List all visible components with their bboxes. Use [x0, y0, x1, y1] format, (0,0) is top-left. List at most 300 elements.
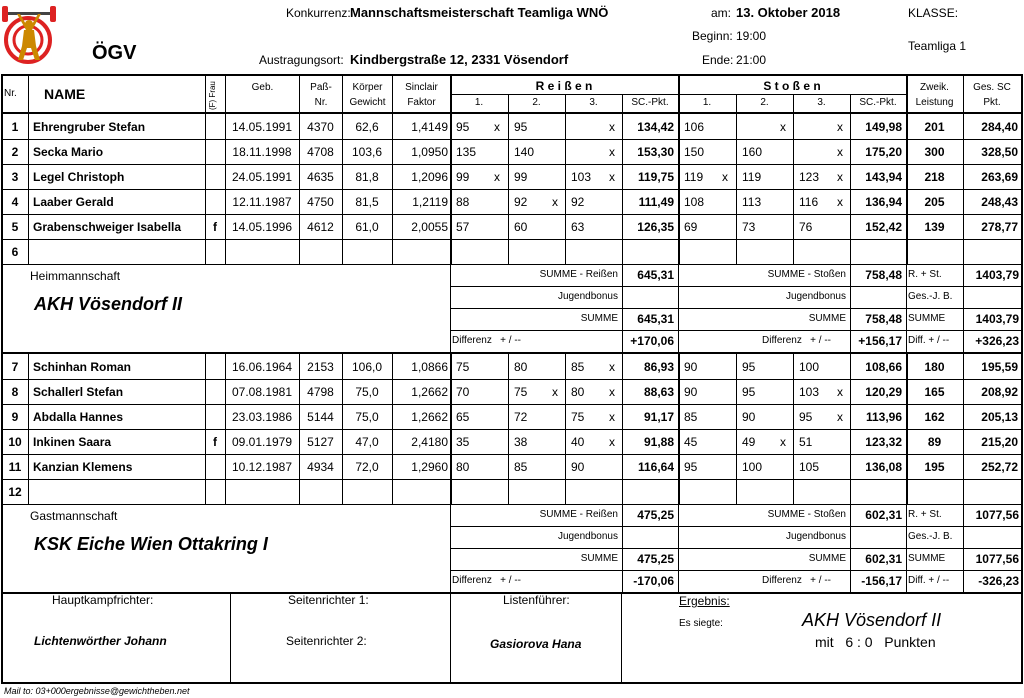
- attempt-weight: 99: [456, 170, 470, 184]
- klasse-value: Teamliga 1: [908, 39, 967, 53]
- ergebnis-label: Ergebnis:: [679, 594, 730, 608]
- summary-label: SUMME - Stoßen: [767, 269, 846, 280]
- grid-line: [1, 264, 1023, 265]
- summary-label: R. + St.: [908, 509, 942, 520]
- attempt-failed-mark: x: [837, 120, 843, 134]
- athlete-nr: 12: [8, 485, 22, 499]
- grid-line: [450, 570, 1022, 571]
- athlete-pass-nr: 4370: [307, 120, 334, 134]
- summary-value: 758,48: [865, 312, 902, 326]
- col-r1-header: 1.: [474, 97, 484, 108]
- col-kg-header: Körper: [352, 82, 383, 93]
- grid-line: [1, 139, 1023, 140]
- attempt-failed-mark: x: [780, 435, 786, 449]
- attempt-weight: 65: [456, 410, 470, 424]
- summary-value: 1403,79: [975, 268, 1019, 282]
- team-name: KSK Eiche Wien Ottakring I: [34, 534, 268, 554]
- ende-value: 21:00: [736, 53, 767, 67]
- grid-line: [906, 264, 907, 352]
- snatch-sc-points: 134,42: [637, 120, 674, 134]
- grid-line: [450, 548, 1022, 549]
- athlete-pass-nr: 4635: [307, 170, 334, 184]
- attempt-weight: 90: [684, 385, 698, 399]
- attempt-weight: 100: [799, 360, 820, 374]
- attempt-weight: 49: [742, 435, 756, 449]
- snatch-sc-points: 116,64: [637, 460, 674, 474]
- grid-line: [565, 354, 566, 504]
- grid-line: [508, 354, 509, 504]
- athlete-name: Ehrengruber Stefan: [33, 120, 146, 134]
- summary-label: SUMME: [580, 553, 618, 564]
- attempt-failed-mark: x: [722, 170, 728, 184]
- summary-value: 645,31: [637, 268, 674, 282]
- athlete-pass-nr: 4750: [307, 195, 334, 209]
- summary-value: -326,23: [978, 574, 1019, 588]
- grid-line: [736, 354, 737, 504]
- mail-link[interactable]: Mail to: 03+000ergebnisse@gewichtheben.net: [4, 686, 190, 696]
- attempt-failed-mark: x: [609, 170, 615, 184]
- grid-line: [28, 354, 29, 504]
- cj-sc-points: 175,20: [865, 145, 902, 159]
- summary-label: SUMME - Stoßen: [767, 509, 846, 520]
- attempt-weight: 95: [742, 360, 756, 374]
- date-label: am:: [711, 6, 732, 20]
- grid-line: [1, 429, 1023, 430]
- total-sc-points: 328,50: [981, 145, 1018, 159]
- grid-line: [850, 114, 851, 264]
- attempt-weight: 150: [684, 145, 705, 159]
- athlete-name: Secka Mario: [33, 145, 104, 159]
- summary-label: Jugendbonus: [557, 291, 618, 302]
- attempt-weight: 73: [742, 220, 756, 234]
- athlete-sinclair: 1,2096: [411, 170, 448, 184]
- attempt-weight: 70: [456, 385, 470, 399]
- konkurrenz-label: Konkurrenz:: [286, 6, 351, 20]
- grid-line: [1, 454, 1023, 455]
- athlete-name: Legel Christoph: [33, 170, 125, 184]
- col-name-header: NAME: [44, 86, 86, 102]
- summary-value: 475,25: [637, 552, 674, 566]
- summary-label: Diff. + / --: [908, 335, 950, 346]
- attempt-failed-mark: x: [494, 120, 500, 134]
- athlete-nr: 3: [11, 170, 19, 184]
- attempt-weight: 38: [514, 435, 528, 449]
- athlete-sinclair: 1,2960: [411, 460, 448, 474]
- attempt-weight: 90: [571, 460, 585, 474]
- attempt-weight: 140: [514, 145, 535, 159]
- summary-label: Ges.-J. B.: [908, 531, 953, 542]
- sr1-label: Seitenrichter 1:: [288, 593, 369, 607]
- athlete-pass-nr: 4798: [307, 385, 334, 399]
- snatch-sc-points: 119,75: [637, 170, 674, 184]
- col-zk-header2: Leistung: [915, 97, 954, 108]
- summary-value: 475,25: [637, 508, 674, 522]
- grid-line: [450, 286, 1022, 287]
- grid-line: [450, 354, 452, 504]
- lf-label: Listenführer:: [503, 593, 570, 607]
- table-bottom-border: [1, 682, 1023, 684]
- col-ges-header2: Pkt.: [983, 97, 1001, 108]
- attempt-weight: 135: [456, 145, 477, 159]
- grid-line: [621, 592, 622, 682]
- cj-sc-points: 120,29: [865, 385, 902, 399]
- athlete-name: Grabenschweiger Isabella: [33, 220, 182, 234]
- grid-line: [1, 479, 1023, 480]
- attempt-failed-mark: x: [494, 170, 500, 184]
- attempt-weight: 90: [684, 360, 698, 374]
- attempt-weight: 99: [514, 170, 528, 184]
- attempt-weight: 95: [799, 410, 813, 424]
- attempt-failed-mark: x: [609, 410, 615, 424]
- total-sc-points: 215,20: [981, 435, 1018, 449]
- athlete-name: Inkinen Saara: [33, 435, 112, 449]
- attempt-weight: 92: [571, 195, 585, 209]
- summary-label: R. + St.: [908, 269, 942, 280]
- snatch-sc-points: 91,88: [643, 435, 674, 449]
- athlete-nr: 7: [11, 360, 19, 374]
- athlete-bodyweight: 61,0: [355, 220, 379, 234]
- athlete-sinclair: 1,2662: [411, 410, 448, 424]
- athlete-birthdate: 10.12.1987: [231, 460, 293, 474]
- athlete-bodyweight: 103,6: [351, 145, 383, 159]
- cj-sc-points: 136,08: [865, 460, 902, 474]
- attempt-weight: 80: [456, 460, 470, 474]
- table-top-border: [1, 74, 1023, 76]
- grid-line: [230, 592, 231, 682]
- total-sc-points: 195,59: [981, 360, 1018, 374]
- athlete-birthdate: 14.05.1991: [231, 120, 293, 134]
- athlete-birthdate: 24.05.1991: [231, 170, 293, 184]
- grid-line: [1, 189, 1023, 190]
- athlete-female-flag: f: [213, 220, 217, 234]
- attempt-weight: 85: [571, 360, 585, 374]
- athlete-sinclair: 2,0055: [411, 220, 448, 234]
- athlete-pass-nr: 2153: [307, 360, 334, 374]
- grid-line: [1, 239, 1023, 240]
- athlete-bodyweight: 62,6: [355, 120, 379, 134]
- summary-value: +156,17: [858, 334, 902, 348]
- cj-sc-points: 152,42: [865, 220, 902, 234]
- athlete-nr: 2: [11, 145, 19, 159]
- summary-label: Jugendbonus: [785, 531, 846, 542]
- col-pass-header2: Nr.: [314, 97, 328, 108]
- athlete-bodyweight: 75,0: [355, 385, 379, 399]
- summary-label: Differenz + / --: [762, 335, 832, 346]
- attempt-weight: 45: [684, 435, 698, 449]
- athlete-birthdate: 16.06.1964: [231, 360, 293, 374]
- total-sc-points: 263,69: [981, 170, 1018, 184]
- athlete-sinclair: 1,2662: [411, 385, 448, 399]
- cj-sc-points: 136,94: [865, 195, 902, 209]
- summary-label: SUMME: [580, 313, 618, 324]
- grid-line: [392, 354, 393, 504]
- athlete-birthdate: 18.11.1998: [232, 145, 292, 159]
- athlete-sinclair: 1,4149: [411, 120, 448, 134]
- total-sc-points: 208,92: [981, 385, 1018, 399]
- grid-line: [205, 74, 206, 112]
- grid-line: [1, 214, 1023, 215]
- team-role-label: Gastmannschaft: [30, 509, 118, 523]
- cj-sc-points: 108,66: [865, 360, 902, 374]
- summary-label: Differenz + / --: [452, 575, 522, 586]
- athlete-pass-nr: 4934: [307, 460, 334, 474]
- total-sc-points: 252,72: [981, 460, 1018, 474]
- siegt-label: Es siegte:: [679, 618, 723, 629]
- summary-value: 1077,56: [975, 508, 1019, 522]
- summary-label: Differenz + / --: [762, 575, 832, 586]
- grid-line: [793, 114, 794, 264]
- grid-line: [450, 114, 452, 264]
- grid-line: [963, 114, 964, 264]
- attempt-weight: 75: [456, 360, 470, 374]
- attempt-failed-mark: x: [780, 120, 786, 134]
- athlete-bodyweight: 81,5: [355, 195, 379, 209]
- result-points: mit 6 : 0 Punkten: [815, 634, 936, 650]
- grid-line: [1, 404, 1023, 405]
- col-s3-header: 3.: [817, 97, 826, 108]
- total-lift: 139: [924, 220, 945, 234]
- winner-name: AKH Vösendorf II: [802, 610, 942, 630]
- date-value: 13. Oktober 2018: [736, 5, 841, 20]
- col-geb-header: Geb.: [251, 82, 274, 93]
- athlete-bodyweight: 106,0: [351, 360, 383, 374]
- attempt-weight: 119: [684, 170, 704, 184]
- attempt-weight: 95: [742, 385, 756, 399]
- athlete-nr: 6: [11, 245, 19, 259]
- summary-value: 602,31: [865, 552, 902, 566]
- total-lift: 162: [924, 410, 945, 424]
- attempt-weight: 123: [799, 170, 820, 184]
- grid-line: [508, 114, 509, 264]
- attempt-weight: 85: [514, 460, 528, 474]
- summary-value: -170,06: [633, 574, 674, 588]
- summary-label: SUMME: [908, 553, 946, 564]
- grid-line: [963, 354, 964, 504]
- grid-line: [342, 354, 343, 504]
- total-lift: 195: [924, 460, 945, 474]
- col-r2-header: 2.: [532, 97, 541, 108]
- athlete-pass-nr: 5144: [307, 410, 334, 424]
- snatch-sc-points: 126,35: [637, 220, 674, 234]
- athlete-name: Schinhan Roman: [33, 360, 132, 374]
- athlete-name: Laaber Gerald: [33, 195, 114, 209]
- col-ssc-header: SC.-Pkt.: [859, 97, 897, 108]
- snatch-sc-points: 91,17: [643, 410, 674, 424]
- summary-label: SUMME - Reißen: [539, 269, 618, 280]
- lf-name: Gasiorova Hana: [490, 637, 582, 651]
- col-stossen-header: S t o ß e n: [763, 79, 821, 93]
- athlete-pass-nr: 5127: [307, 435, 334, 449]
- attempt-failed-mark: x: [609, 435, 615, 449]
- grid-line: [450, 308, 1022, 309]
- athlete-birthdate: 12.11.1987: [232, 195, 292, 209]
- summary-label: SUMME - Reißen: [539, 509, 618, 520]
- attempt-weight: 88: [456, 195, 470, 209]
- snatch-sc-points: 111,49: [638, 195, 674, 209]
- summary-value: +326,23: [975, 334, 1019, 348]
- grid-line: [342, 114, 343, 264]
- ort-value: Kindbergstraße 12, 2331 Vösendorf: [350, 52, 569, 67]
- athlete-bodyweight: 47,0: [355, 435, 379, 449]
- col-r3-header: 3.: [589, 97, 598, 108]
- summary-label: SUMME: [908, 313, 946, 324]
- athlete-nr: 1: [11, 120, 19, 134]
- grid-line: [850, 354, 851, 504]
- grid-line: [450, 592, 451, 682]
- col-sf-header: Sinclair: [405, 82, 438, 93]
- attempt-weight: 63: [571, 220, 585, 234]
- summary-label: Differenz + / --: [452, 335, 522, 346]
- attempt-failed-mark: x: [837, 385, 843, 399]
- col-kg-header2: Gewicht: [349, 97, 386, 108]
- athlete-birthdate: 23.03.1986: [231, 410, 293, 424]
- athlete-name: Schallerl Stefan: [33, 385, 124, 399]
- grid-line: [392, 114, 393, 264]
- col-nr-header: Nr.: [4, 88, 17, 99]
- summary-label: Ges.-J. B.: [908, 291, 953, 302]
- grid-line: [299, 114, 300, 264]
- summary-value: 758,48: [865, 268, 902, 282]
- summary-label: Diff. + / --: [908, 575, 950, 586]
- attempt-weight: 160: [742, 145, 763, 159]
- grid-line: [225, 354, 226, 504]
- total-lift: 180: [924, 360, 945, 374]
- grid-line: [225, 114, 226, 264]
- athlete-pass-nr: 4612: [307, 220, 334, 234]
- total-lift: 89: [927, 435, 942, 449]
- col-pass-header: Paß-: [310, 82, 332, 93]
- attempt-failed-mark: x: [837, 195, 843, 209]
- attempt-weight: 116: [799, 195, 819, 209]
- grid-line: [565, 114, 566, 264]
- athlete-nr: 8: [11, 385, 19, 399]
- col-s1-header: 1.: [702, 97, 712, 108]
- grid-line: [28, 74, 29, 112]
- team-name: AKH Vösendorf II: [34, 294, 183, 314]
- athlete-sinclair: 1,0950: [411, 145, 448, 159]
- sr2-label: Seitenrichter 2:: [286, 634, 367, 648]
- attempt-weight: 51: [799, 435, 813, 449]
- grid-line: [736, 114, 737, 264]
- attempt-failed-mark: x: [837, 145, 843, 159]
- attempt-weight: 95: [514, 120, 528, 134]
- total-lift: 218: [924, 170, 945, 184]
- konkurrenz-value: Mannschaftsmeisterschaft Teamliga WNÖ: [350, 5, 609, 20]
- attempt-weight: 69: [684, 220, 698, 234]
- grid-line: [1, 504, 1023, 505]
- attempt-weight: 90: [742, 410, 756, 424]
- summary-value: 645,31: [637, 312, 674, 326]
- summary-value: -156,17: [861, 574, 902, 588]
- attempt-weight: 80: [514, 360, 528, 374]
- attempt-weight: 119: [742, 170, 762, 184]
- org-title: ÖGV: [92, 42, 137, 64]
- attempt-failed-mark: x: [609, 120, 615, 134]
- grid-line: [906, 114, 908, 264]
- attempt-weight: 60: [514, 220, 528, 234]
- athlete-bodyweight: 75,0: [355, 410, 379, 424]
- athlete-nr: 9: [11, 410, 19, 424]
- attempt-failed-mark: x: [552, 385, 558, 399]
- attempt-weight: 75: [514, 385, 528, 399]
- grid-line: [678, 354, 680, 504]
- total-lift: 201: [924, 120, 945, 134]
- grid-line: [28, 114, 29, 264]
- beginn-label: Beginn:: [692, 29, 733, 43]
- col-ges-header: Ges. SC: [973, 82, 1011, 93]
- attempt-failed-mark: x: [609, 360, 615, 374]
- attempt-weight: 72: [514, 410, 528, 424]
- total-sc-points: 205,13: [981, 410, 1018, 424]
- attempt-failed-mark: x: [609, 145, 615, 159]
- athlete-pass-nr: 4708: [307, 145, 334, 159]
- grid-line: [205, 114, 206, 264]
- col-frau-header: (F) Frau: [208, 81, 217, 110]
- summary-value: 602,31: [865, 508, 902, 522]
- total-sc-points: 248,43: [981, 195, 1018, 209]
- grid-line: [1, 379, 1023, 380]
- grid-line: [1, 164, 1023, 165]
- attempt-weight: 106: [684, 120, 705, 134]
- hkr-name: Lichtenwörther Johann: [34, 634, 167, 648]
- attempt-failed-mark: x: [552, 195, 558, 209]
- klasse-label: KLASSE:: [908, 6, 959, 20]
- athlete-birthdate: 09.01.1979: [231, 435, 293, 449]
- attempt-weight: 75: [571, 410, 585, 424]
- header-bottom-border: [1, 112, 1023, 114]
- cj-sc-points: 113,96: [865, 410, 902, 424]
- total-lift: 165: [924, 385, 945, 399]
- total-sc-points: 278,77: [981, 220, 1018, 234]
- grid-line: [205, 354, 206, 504]
- athlete-bodyweight: 72,0: [355, 460, 379, 474]
- attempt-weight: 103: [571, 170, 592, 184]
- col-s2-header: 2.: [760, 97, 769, 108]
- athlete-sinclair: 1,0866: [411, 360, 448, 374]
- total-sc-points: 284,40: [981, 120, 1018, 134]
- summary-label: Jugendbonus: [557, 531, 618, 542]
- grid-line: [906, 504, 907, 592]
- athlete-nr: 10: [8, 435, 22, 449]
- attempt-weight: 40: [571, 435, 585, 449]
- attempt-failed-mark: x: [609, 385, 615, 399]
- attempt-weight: 35: [456, 435, 470, 449]
- snatch-sc-points: 88,63: [643, 385, 674, 399]
- summary-value: 1077,56: [975, 552, 1019, 566]
- attempt-weight: 57: [456, 220, 470, 234]
- attempt-weight: 95: [684, 460, 698, 474]
- col-sf-header2: Faktor: [407, 97, 436, 108]
- cj-sc-points: 149,98: [865, 120, 902, 134]
- grid-line: [622, 354, 623, 504]
- oegv-logo-icon: [2, 2, 60, 68]
- athlete-sinclair: 2,4180: [411, 435, 448, 449]
- snatch-sc-points: 86,93: [643, 360, 674, 374]
- summary-label: SUMME: [808, 313, 846, 324]
- athlete-name: Abdalla Hannes: [33, 410, 124, 424]
- col-zk-header: Zweik.: [920, 82, 949, 93]
- athlete-bodyweight: 81,8: [355, 170, 379, 184]
- attempt-weight: 103: [799, 385, 820, 399]
- attempt-weight: 95: [456, 120, 470, 134]
- athlete-sinclair: 1,2119: [412, 195, 448, 209]
- attempt-weight: 76: [799, 220, 813, 234]
- cj-sc-points: 143,94: [865, 170, 902, 184]
- athlete-name: Kanzian Klemens: [33, 460, 133, 474]
- attempt-weight: 92: [514, 195, 528, 209]
- attempt-weight: 113: [742, 195, 762, 209]
- col-rsc-header: SC.-Pkt.: [631, 97, 669, 108]
